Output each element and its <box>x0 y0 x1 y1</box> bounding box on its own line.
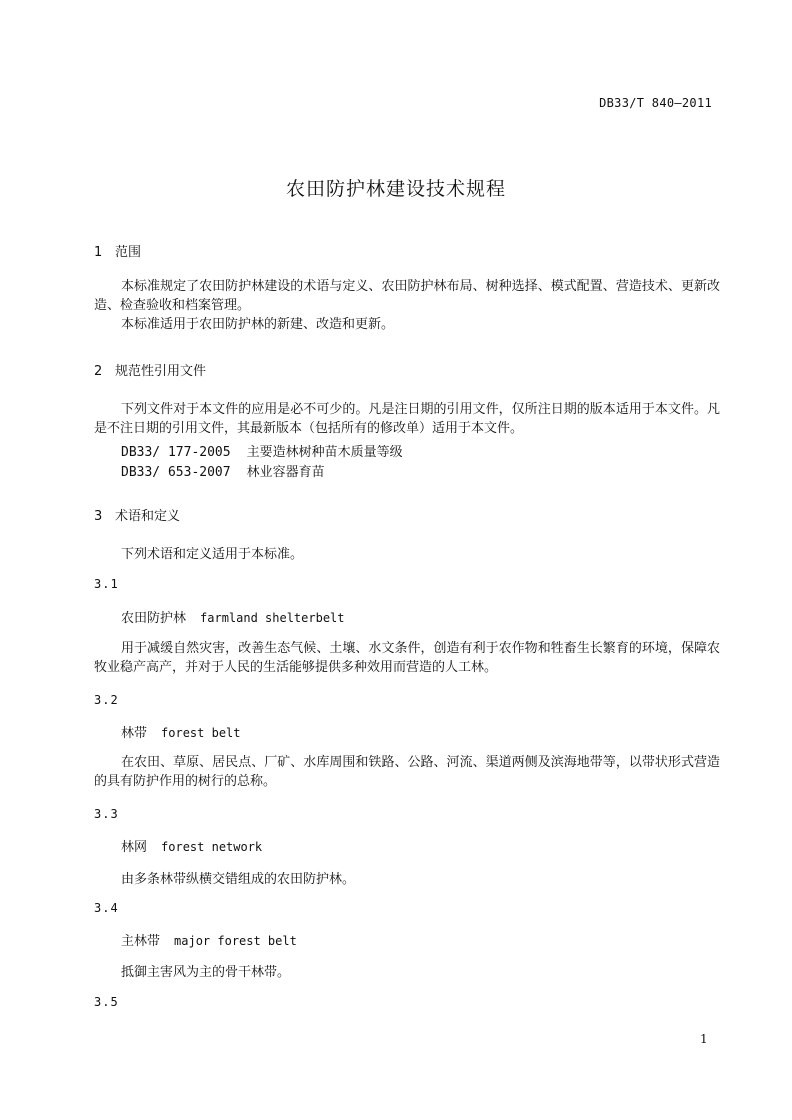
term-number: 3.2 <box>94 693 119 707</box>
term-zh: 农田防护林 <box>121 611 187 626</box>
section-title: 术语和定义 <box>115 509 181 524</box>
term-number: 3.4 <box>94 901 119 915</box>
term-definition: 由多条林带纵横交错组成的农田防护林。 <box>121 872 356 887</box>
reference-item <box>121 441 403 460</box>
section-1-paragraph-2: 本标准适用于农田防护林的新建、改造和更新。 <box>121 317 395 332</box>
term-definition: 抵御主害风为主的骨干林带。 <box>121 965 291 980</box>
section-number: 3 <box>94 509 103 524</box>
section-1-paragraph-1: 本标准规定了农田防护林建设的术语与定义、农田防护林布局、树种选择、模式配置、营造技术、更新改造、检查验收和档案管理。 <box>94 279 720 313</box>
section-number: 1 <box>94 245 103 260</box>
term-en: forest network <box>161 840 263 854</box>
term-heading <box>121 607 345 626</box>
term-heading <box>121 722 241 741</box>
reference-title: 主要造林树种苗木质量等级 <box>246 445 403 460</box>
term-zh: 林网 <box>121 840 148 855</box>
term-heading <box>121 836 262 855</box>
reference-item <box>121 461 325 480</box>
document-title: 农田防护林建设技术规程 <box>285 178 506 200</box>
term-definition: 在农田、草原、居民点、厂矿、水库周围和铁路、公路、河流、渠道两侧及滨海地带等，以带状形式营造的具有防护作用的树行的总称。 <box>94 755 720 789</box>
term-zh: 主林带 <box>121 934 161 949</box>
section-number: 2 <box>94 364 103 379</box>
section-3-intro: 下列术语和定义适用于本标准。 <box>121 547 304 562</box>
term-zh: 林带 <box>121 726 148 741</box>
page-number: 1 <box>700 1032 708 1046</box>
term-en: forest belt <box>161 726 241 740</box>
reference-title: 林业容器育苗 <box>246 465 325 480</box>
section-2-paragraph-1: 下列文件对于本文件的应用是必不可少的。凡是注日期的引用文件，仅所注日期的版本适用于本文件。凡是不注日期的引用文件，其最新版本（包括所有的修改单）适用于本文件。 <box>94 402 720 436</box>
section-1-heading <box>94 241 141 260</box>
reference-code: DB33/ 653-2007 <box>121 465 231 480</box>
section-2-heading <box>94 360 206 379</box>
term-en: major forest belt <box>174 934 297 948</box>
section-3-heading <box>94 505 180 524</box>
section-title: 规范性引用文件 <box>115 364 207 379</box>
term-heading <box>121 930 297 949</box>
term-definition: 用于减缓自然灾害，改善生态气候、土壤、水文条件，创造有利于农作物和牲畜生长繁育的环境，保障农牧业稳产高产，并对于人民的生活能够提供多种效用而营造的人工林。 <box>94 641 720 675</box>
term-number: 3.1 <box>94 577 119 591</box>
standard-number: DB33/T 840—2011 <box>599 96 712 110</box>
reference-code: DB33/ 177-2005 <box>121 445 231 460</box>
term-number: 3.3 <box>94 807 119 821</box>
term-number: 3.5 <box>94 995 119 1009</box>
section-title: 范围 <box>115 245 142 260</box>
term-en: farmland shelterbelt <box>200 611 345 625</box>
